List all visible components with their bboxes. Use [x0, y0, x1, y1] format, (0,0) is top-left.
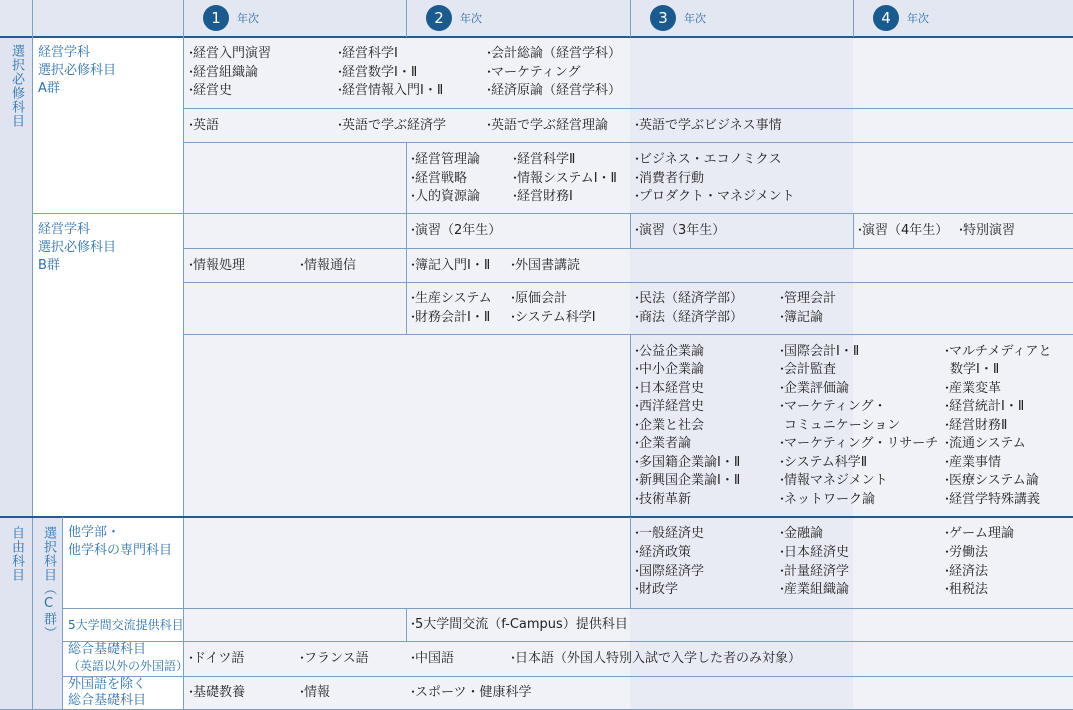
course-item: ・ 情報マネジメント [779, 471, 888, 491]
course-item: ・ 産業事情 [944, 453, 1001, 473]
course-item: ・ 経営財務Ⅱ [944, 416, 1007, 436]
course-item: ・ 労働法 [944, 543, 988, 563]
course-item: ・ 基礎教養 [188, 683, 245, 703]
grid-line [183, 248, 1073, 249]
course-item: ・ 簿記入門Ⅰ・Ⅱ [410, 256, 490, 276]
course-item: ・ 経営史 [188, 81, 232, 101]
course-item: ・ 流通システム [944, 434, 1026, 454]
course-item: ・ 財務会計Ⅰ・Ⅱ [410, 308, 490, 328]
course-item: ・ 経営入門演習 [188, 44, 271, 64]
side-label-column [0, 37, 32, 710]
course-item: ・ マーケティング [486, 63, 580, 83]
course-item: ・ スポーツ・健康科学 [410, 683, 532, 703]
course-item: ・ 租税法 [944, 580, 988, 600]
course-item: ・ 演習（2年生） [410, 221, 501, 241]
content-area [183, 37, 1073, 710]
grid-line [62, 608, 1073, 609]
grid-line [183, 108, 1073, 109]
course-item: ・ 商法（経済学部） [634, 308, 743, 328]
year-header-2 [426, 4, 482, 32]
year-number-badge: 2 [426, 5, 452, 31]
year-header-4 [873, 4, 929, 32]
course-item: ・ システム科学Ⅰ [510, 308, 596, 328]
group-b-label [38, 221, 116, 275]
course-item: ・ マーケティング・ [779, 397, 886, 417]
year-number-badge: 3 [650, 5, 676, 31]
course-item: ・ 特別演習 [958, 221, 1015, 241]
c-row-label-foreign-language [68, 642, 188, 674]
grid-line [183, 334, 1073, 335]
label-line: 他学科の専門科目 [68, 543, 173, 558]
course-item: ・ 財政学 [634, 580, 678, 600]
course-item: ・ 企業評価論 [779, 379, 849, 399]
course-item: ・ 情報通信 [299, 256, 356, 276]
course-item: ・ 英語で学ぶ経営理論 [486, 116, 608, 136]
grid-line [853, 0, 854, 37]
course-item: ・ ネットワーク論 [779, 490, 875, 510]
label-line: 経営学科 [38, 45, 91, 60]
course-item: ・ ビジネス・エコノミクス [634, 150, 782, 170]
label-line: A群 [38, 81, 60, 96]
course-item: ・ システム科学Ⅱ [779, 453, 867, 473]
label-line: 総合基礎科目 [68, 642, 147, 657]
course-item: ・ 一般経済史 [634, 524, 704, 544]
course-item: ・ 経営学特殊講義 [944, 490, 1040, 510]
grid-line [406, 0, 407, 37]
course-item: ・ 企業と社会 [634, 416, 704, 436]
course-item: ・ 日本経済史 [779, 543, 849, 563]
grid-line [183, 0, 184, 710]
grid-line [630, 0, 631, 37]
year-label: 年次 [460, 12, 482, 25]
course-item: ・ 経済原論（経営学科） [486, 81, 621, 101]
course-item: ・ 経営管理論 [410, 150, 480, 170]
course-item: ・ 国際会計Ⅰ・Ⅱ [779, 342, 859, 362]
grid-line [62, 517, 63, 710]
header-divider [0, 36, 1073, 38]
course-item: ・ 情報システムⅠ・Ⅱ [512, 169, 617, 189]
course-item-continuation: 数学Ⅰ・Ⅱ [950, 362, 1000, 377]
course-item: ・ 経営科学Ⅰ [337, 44, 398, 64]
course-item: ・ 産業組織論 [779, 580, 849, 600]
label-line: 他学部・ [68, 525, 121, 540]
label-line: 経営学科 [38, 222, 91, 237]
course-item: ・ 管理会計 [779, 289, 836, 309]
course-item: ・ 会計総論（経営学科） [486, 44, 621, 64]
group-a-label [38, 44, 116, 98]
course-item: ・ 原価会計 [510, 289, 567, 309]
grid-line [32, 0, 33, 710]
course-item: ・ 英語で学ぶビジネス事情 [634, 116, 782, 136]
course-item: ・ 会計監査 [779, 360, 836, 380]
course-item: ・ フランス語 [299, 649, 369, 669]
course-item-continuation: コミュニケーション [784, 418, 901, 433]
label-line: 外国語を除く [68, 677, 147, 692]
course-item: ・ 技術革新 [634, 490, 691, 510]
c-row-label-other-faculty [68, 524, 172, 560]
course-item: ・ 西洋経営史 [634, 397, 704, 417]
course-item: ・ 経営情報入門Ⅰ・Ⅱ [337, 81, 443, 101]
year-number-badge: 1 [203, 5, 229, 31]
label-line: （英語以外の外国語） [68, 659, 189, 673]
course-item: ・ 金融論 [779, 524, 823, 544]
course-item: ・ 日本語（外国人特別入試で入学した者のみ対象） [510, 649, 801, 669]
year-label: 年次 [907, 12, 929, 25]
course-item: ・ 経営統計Ⅰ・Ⅱ [944, 397, 1024, 417]
label-line: B群 [38, 258, 60, 273]
c-group-label: 選択科目（C群） [41, 526, 56, 640]
course-item: ・ 日本経営史 [634, 379, 704, 399]
course-item: ・ 産業変革 [944, 379, 1001, 399]
year-number-badge: 4 [873, 5, 899, 31]
course-item: ・ マルチメディアと [944, 342, 1051, 362]
course-item: ・ 外国書講読 [510, 256, 580, 276]
section-divider [0, 516, 1073, 518]
year-header-1 [203, 4, 259, 32]
grid-line [62, 641, 1073, 642]
year-header-3 [650, 4, 706, 32]
course-item: ・ 国際経済学 [634, 562, 704, 582]
course-item: ・ 中国語 [410, 649, 454, 669]
course-item: ・ ドイツ語 [188, 649, 244, 669]
grid-line [183, 282, 1073, 283]
course-item: ・ 演習（3年生） [634, 221, 725, 241]
course-item: ・ マーケティング・リサーチ [779, 434, 938, 454]
grid-line [62, 676, 1073, 677]
c-row-label-general-basic [68, 677, 146, 709]
course-item: ・ 新興国企業論Ⅰ・Ⅱ [634, 471, 740, 491]
course-item: ・ 人的資源論 [410, 187, 480, 207]
course-item: ・ 簿記論 [779, 308, 823, 328]
course-item: ・ 経済法 [944, 562, 988, 582]
grid-line [32, 213, 1073, 214]
group-label-column [32, 37, 183, 517]
c-row-label-five-univ [68, 616, 184, 634]
course-item: ・ 情報処理 [188, 256, 245, 276]
course-item: ・ 医療システム論 [944, 471, 1039, 491]
course-item: ・ 中小企業論 [634, 360, 704, 380]
course-item: ・ 企業者論 [634, 434, 691, 454]
course-item: ・ 英語 [188, 116, 219, 136]
course-item: ・ 情報 [299, 683, 330, 703]
course-item: ・ 演習（4年生） [857, 221, 948, 241]
course-item: ・ 消費者行動 [634, 169, 704, 189]
free-elective-label: 自由科目 [9, 526, 24, 582]
label-line: 総合基礎科目 [68, 693, 147, 708]
year-label: 年次 [237, 12, 259, 25]
grid-line [183, 142, 1073, 143]
year-label: 年次 [684, 12, 706, 25]
course-item: ・ 多国籍企業論Ⅰ・Ⅱ [634, 453, 740, 473]
course-item: ・ プロダクト・マネジメント [634, 187, 795, 207]
label-line: 5大学間交流提供科目 [68, 618, 184, 632]
course-item: ・ 英語で学ぶ経済学 [337, 116, 446, 136]
grid-line [406, 282, 407, 334]
course-item: ・ 経営戦略 [410, 169, 467, 189]
course-item: ・ 民法（経済学部） [634, 289, 743, 309]
required-elective-label: 選択必修科目 [9, 44, 24, 128]
label-line: 選択必修科目 [38, 63, 117, 78]
label-line: 選択必修科目 [38, 240, 117, 255]
course-item: ・ 経営数学Ⅰ・Ⅱ [337, 63, 417, 83]
course-item: ・ 経営科学Ⅱ [512, 150, 575, 170]
course-item: ・ ゲーム理論 [944, 524, 1014, 544]
course-item: ・ 5大学間交流（f-Campus）提供科目 [410, 615, 628, 635]
course-item: ・ 公益企業論 [634, 342, 704, 362]
course-item: ・ 経営組織論 [188, 63, 258, 83]
course-item: ・ 経済政策 [634, 543, 691, 563]
course-item: ・ 経営財務Ⅰ [512, 187, 573, 207]
course-item: ・ 計量経済学 [779, 562, 849, 582]
course-item: ・ 生産システム [410, 289, 492, 309]
